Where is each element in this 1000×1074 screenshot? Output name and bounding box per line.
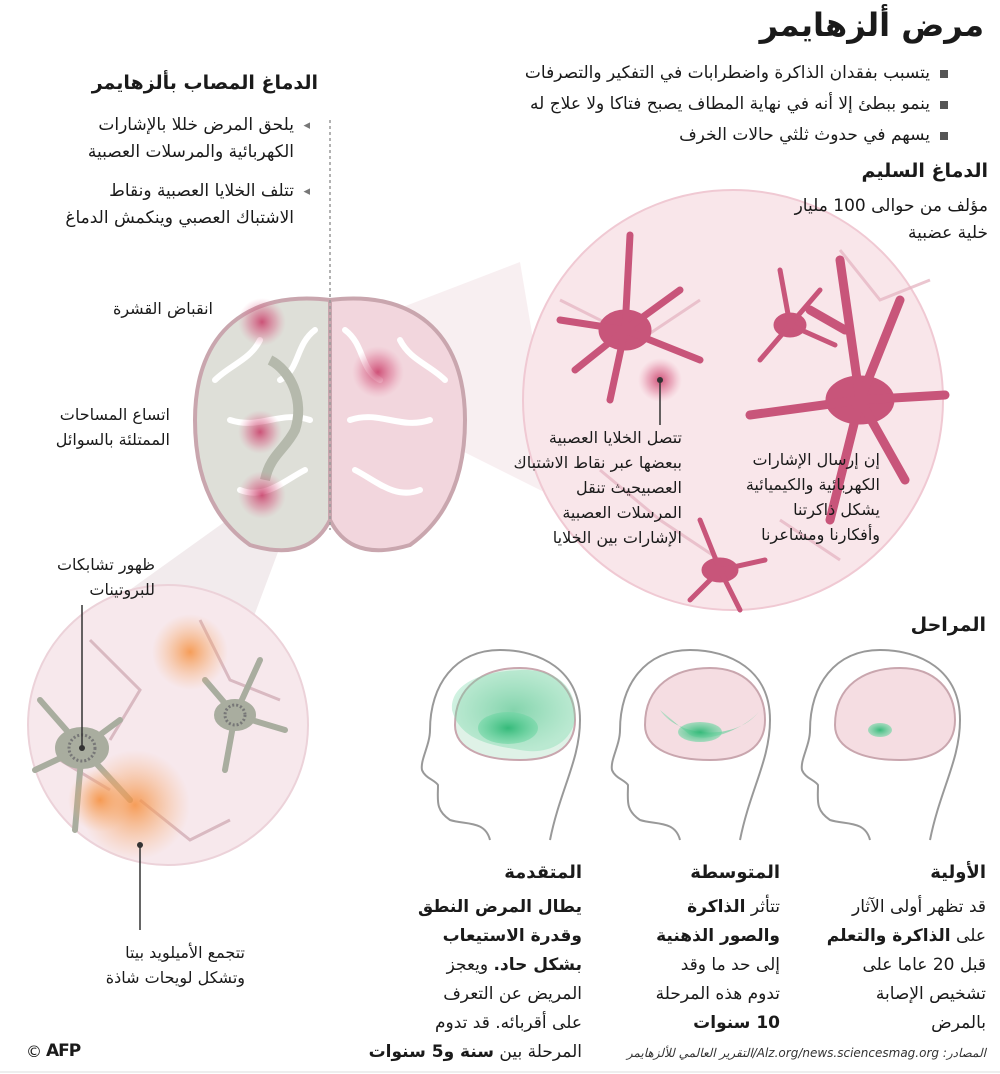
point-line: الكهربائية والمرسلات العصبية — [87, 142, 294, 162]
head-advanced — [422, 650, 580, 840]
stage-line: بالمرض — [931, 1013, 986, 1033]
affected-point — [10, 178, 310, 232]
stage-line: يطال المرض النطق — [418, 897, 582, 917]
stage-line: والصور الذهنية — [656, 926, 780, 946]
desc-line: مؤلف من حوالى 100 مليار — [794, 196, 988, 216]
stage-line: المرحلة بين سنة و5 سنوات — [368, 1042, 582, 1062]
stage-title: المتوسطة — [690, 862, 780, 883]
stage-line: وقدرة الاستيعاب — [442, 926, 582, 946]
hippocampus-early — [868, 723, 892, 737]
affected-brain-heading: الدماغ المصاب بألزهايمر — [91, 72, 318, 94]
affected-neuron-circle — [28, 585, 308, 930]
copyright-symbol: © — [26, 1042, 42, 1061]
note-line: ببعضها عبر نقاط الاشتباك — [513, 453, 682, 472]
stage-line: قد تظهر أولى الآثار — [852, 897, 986, 917]
bullet-item: يتسبب بفقدان الذاكرة واضطرابات في التفكير والتصرفات — [468, 58, 948, 89]
afp-logo: AFP — [46, 1041, 81, 1061]
bullet-item: يسهم في حدوث ثلثي حالات الخرف — [468, 120, 948, 151]
point-line: ◂ تتلف الخلايا العصبية ونقاط — [109, 181, 294, 201]
label-line: للبروتينات — [89, 580, 155, 599]
sources-line: المصادر: Alz.org/news.sciencesmag.org/التقرير العالمي للألزهايمر — [626, 1046, 986, 1060]
emphasis: الذاكرة — [687, 897, 746, 917]
stage-line: على أقربائه. قد تدوم — [435, 1013, 582, 1033]
label-line: تتجمع الأميلويد بيتا — [125, 943, 245, 962]
stage-line: تشخيص الإصابة — [875, 984, 986, 1004]
stages-heading: المراحل — [910, 614, 986, 636]
stage-title: المتقدمة — [504, 862, 582, 883]
stage-title: الأولية — [930, 862, 986, 883]
stage-early — [806, 858, 986, 1038]
stage-text — [806, 893, 986, 1038]
stage-line: بشكل حاد. ويعجز — [446, 955, 582, 975]
emphasis: سنة و5 سنوات — [368, 1042, 495, 1062]
affected-brain-points — [10, 112, 310, 244]
head-middle — [612, 650, 770, 840]
stage-text — [610, 893, 780, 1038]
stage-line: قبل 20 عاما على — [862, 955, 986, 975]
stage-advanced — [367, 858, 582, 1067]
plaque-cloud-1 — [152, 614, 228, 690]
stage-line: 10 سنوات — [693, 1013, 780, 1033]
label-line: اتساع المساحات — [59, 405, 170, 424]
head-early — [802, 650, 960, 840]
label-line: ظهور تشابكات — [56, 555, 155, 574]
healthy-brain-heading: الدماغ السليم — [861, 160, 988, 182]
stage-line: على الذاكرة والتعلم — [826, 926, 986, 946]
stage-text — [367, 893, 582, 1067]
hotspot-ventricles — [238, 410, 282, 454]
point-line: ◂ يلحق المرض خللا بالإشارات — [98, 115, 294, 135]
stage-line: تدوم هذه المرحلة — [655, 984, 780, 1004]
label-ventricles — [56, 402, 170, 452]
stage-line: إلى حد ما وقد — [680, 955, 780, 975]
plaque-cloud-3 — [68, 768, 132, 832]
stage-line: المريض عن التعرف — [443, 984, 582, 1004]
stage-middle — [610, 858, 780, 1038]
label-amyloid — [106, 940, 245, 990]
bullet-item: ينمو ببطئ إلا أنه في نهاية المطاف يصبح فتاكا ولا علاج له — [468, 89, 948, 120]
note-line: الإشارات بين الخلايا — [552, 528, 682, 547]
label-tangles — [57, 552, 155, 602]
synapse-note — [482, 425, 682, 550]
signals-note — [690, 447, 880, 547]
label-line: وتشكل لويحات شاذة — [105, 968, 245, 987]
note-line: إن إرسال الإشارات — [752, 450, 880, 469]
hotspot-right — [352, 346, 404, 398]
note-line: الكهربائية والكيميائية — [745, 475, 880, 494]
note-line: العصبيحيث تنقل — [575, 478, 682, 497]
note-line: المرسلات العصبية — [562, 503, 682, 522]
hotspot-cortex — [238, 298, 286, 346]
page-title: مرض ألزهايمر — [759, 6, 984, 44]
note-line: يشكل ذاكرتنا — [793, 500, 880, 519]
note-line: تتصل الخلايا العصبية — [548, 428, 682, 447]
note-line: وأفكارنا ومشاعرنا — [761, 525, 880, 544]
desc-line: خلية عضبية — [907, 223, 988, 243]
label-line: الممتلئة بالسوائل — [55, 430, 170, 449]
intro-bullets — [468, 58, 988, 151]
affected-point — [10, 112, 310, 166]
hotspot-tangles — [238, 471, 286, 519]
healthy-brain-desc — [795, 193, 988, 247]
stage-line: تتأثر الذاكرة — [687, 897, 780, 917]
emphasis: الذاكرة والتعلم — [826, 926, 951, 946]
label-cortex: انقباض القشرة — [112, 299, 213, 318]
emphasis: بشكل حاد. — [493, 955, 582, 975]
point-line: الاشتباك العصبي وينكمش الدماغ — [65, 208, 294, 228]
